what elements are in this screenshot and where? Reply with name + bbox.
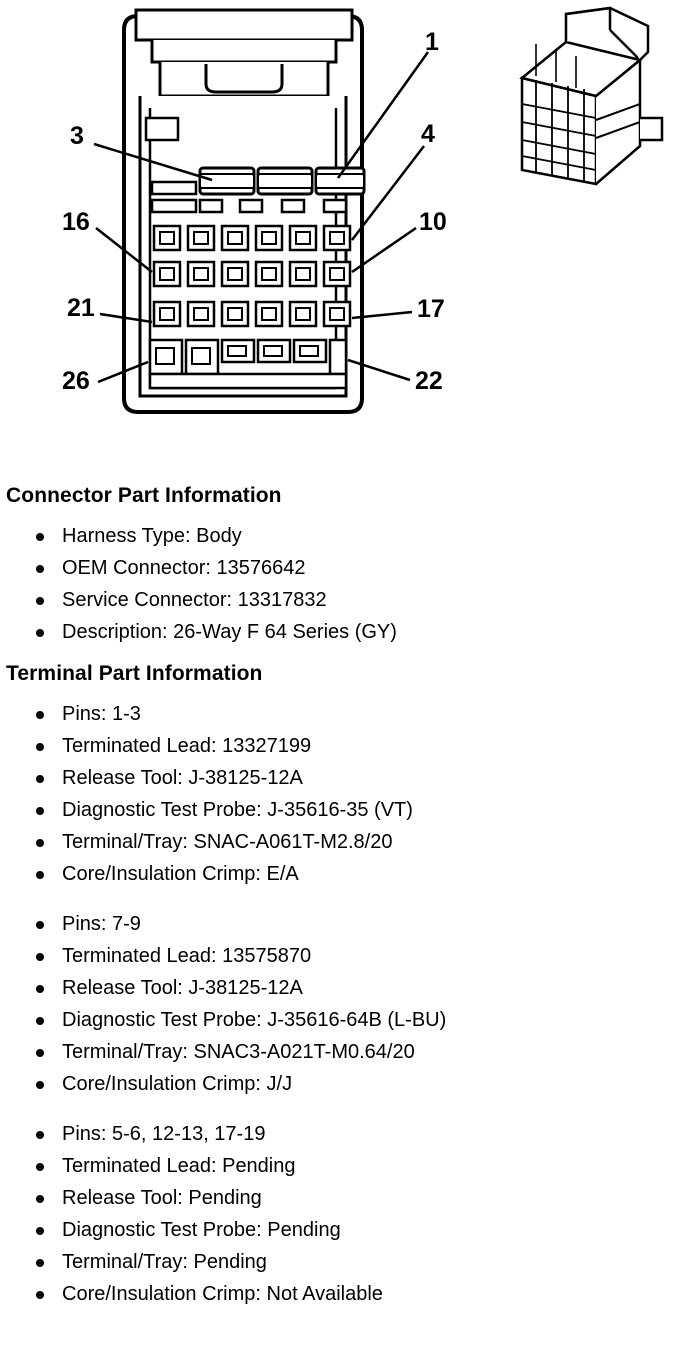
callout-4: 4 (421, 120, 435, 148)
list-item: Diagnostic Test Probe: Pending (6, 1214, 682, 1246)
list-item: Diagnostic Test Probe: J-35616-64B (L-BU) (6, 1004, 682, 1036)
callout-26: 26 (62, 367, 90, 395)
list-item: Terminated Lead: 13575870 (6, 940, 682, 972)
list-item: Diagnostic Test Probe: J-35616-35 (VT) (6, 794, 682, 826)
list-item: Pins: 7-9 (6, 908, 682, 940)
connector-part-information-list (6, 520, 682, 648)
list-item: Service Connector: 13317832 (6, 584, 682, 616)
connector-diagram (0, 0, 688, 470)
list-item: Terminated Lead: 13327199 (6, 730, 682, 762)
list-item: Description: 26-Way F 64 Series (GY) (6, 616, 682, 648)
callout-22: 22 (415, 367, 443, 395)
group-divider (6, 890, 682, 908)
callout-1: 1 (425, 28, 439, 56)
list-item: Release Tool: J-38125-12A (6, 762, 682, 794)
callout-17: 17 (417, 295, 445, 323)
list-item: Terminated Lead: Pending (6, 1150, 682, 1182)
terminal-group-1-list (6, 698, 682, 890)
terminal-group-2-list (6, 908, 682, 1100)
list-item: Core/Insulation Crimp: J/J (6, 1068, 682, 1100)
connector-face-drawing (0, 0, 688, 470)
list-item: Terminal/Tray: SNAC-A061T-M2.8/20 (6, 826, 682, 858)
connector-part-information-heading: Connector Part Information (6, 484, 282, 507)
list-item: Terminal/Tray: SNAC3-A021T-M0.64/20 (6, 1036, 682, 1068)
callout-21: 21 (67, 294, 95, 322)
list-item: Harness Type: Body (6, 520, 682, 552)
group-divider (6, 1100, 682, 1118)
list-item: Release Tool: Pending (6, 1182, 682, 1214)
terminal-part-information-heading: Terminal Part Information (6, 662, 263, 685)
list-item: Pins: 5-6, 12-13, 17-19 (6, 1118, 682, 1150)
callout-16: 16 (62, 208, 90, 236)
list-item: Pins: 1-3 (6, 698, 682, 730)
list-item: Core/Insulation Crimp: Not Available (6, 1278, 682, 1310)
terminal-group-3-list (6, 1118, 682, 1310)
list-item: Core/Insulation Crimp: E/A (6, 858, 682, 890)
callout-10: 10 (419, 208, 447, 236)
list-item: OEM Connector: 13576642 (6, 552, 682, 584)
list-item: Terminal/Tray: Pending (6, 1246, 682, 1278)
list-item: Release Tool: J-38125-12A (6, 972, 682, 1004)
callout-3: 3 (70, 122, 84, 150)
part-information-content (0, 470, 688, 1310)
